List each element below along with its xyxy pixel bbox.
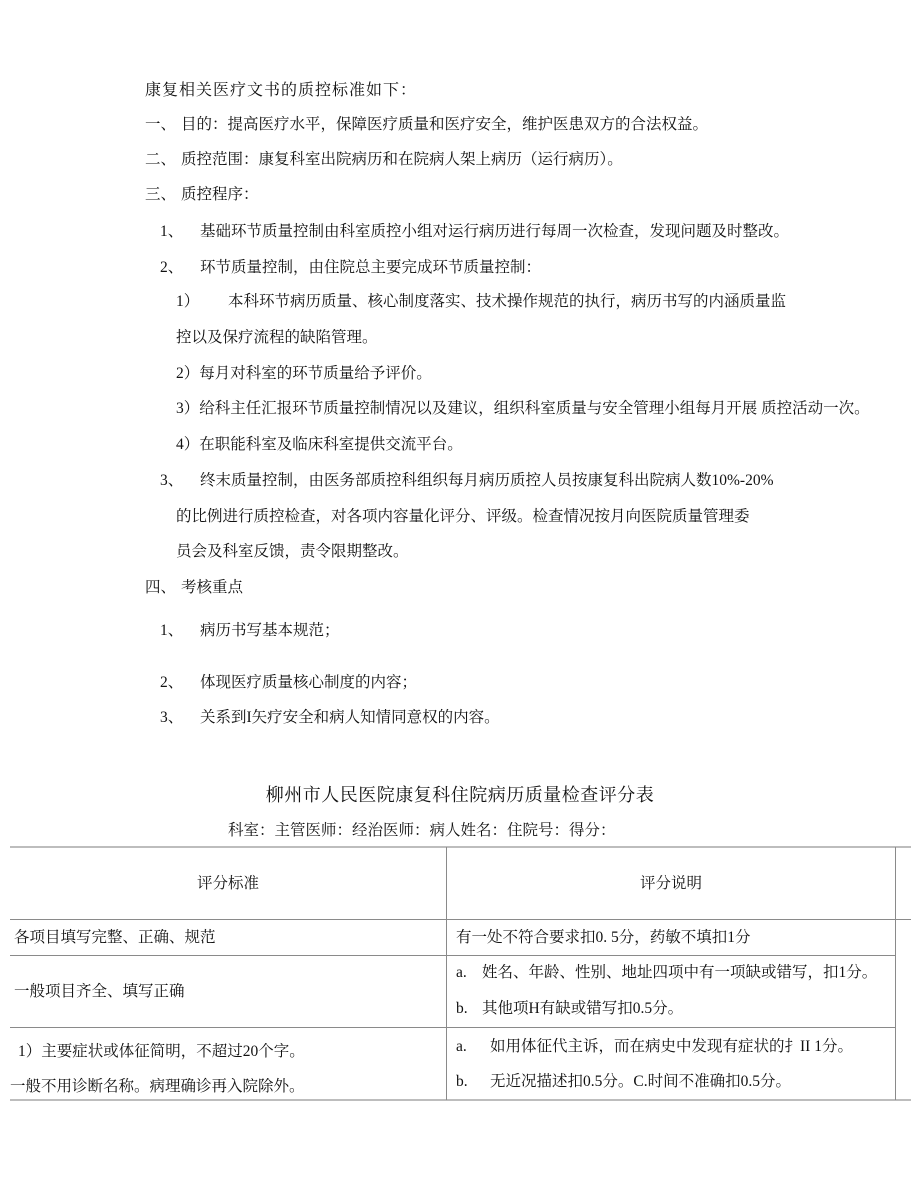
table-top-border [10,846,911,848]
section-number: 二、 [145,151,177,168]
header-notes: 评分说明 [639,875,703,892]
list-number: 3、 [160,472,184,489]
table-header-divider [10,919,911,920]
sub-item-text: 3）给科主任汇报环节质量控制情况以及建议，组织科室质量与安全管理小组每月开展 质控活动一次。 [176,400,870,417]
sub-item-text: 本科环节病历质量、核心制度落实、技术操作规范的执行，病历书写的内涵质量监 [228,293,787,310]
row-note: 有一处不符合要求扣0. 5分，药敏不填扣1分 [456,929,751,946]
procedure-item-final: 终末质量控制，由医务部质控科组织每月病历质控人员按康复科出院病人数10%-20% [200,472,774,489]
note-marker: a. [456,1038,467,1055]
sub-item-continuation: 控以及保疗流程的缺陷管理。 [176,329,378,346]
row-criteria: 一般项目齐全、填写正确 [14,983,185,1000]
list-number: 1、 [160,622,184,639]
key-point-item: 病历书写基本规范； [200,622,340,639]
table-row-divider [10,1027,895,1028]
header-criteria: 评分标准 [196,875,260,892]
section-scope: 质控范围：康复科室出院病历和在院病人架上病历（运行病历）。 [181,151,623,168]
note-marker: a. [456,964,467,981]
section-key-points: 考核重点 [181,579,244,596]
sub-list-number: 1） [176,293,200,310]
row-criteria: 1）主要症状或体征简明，不超过20个字。 [18,1043,305,1060]
list-number: 2、 [160,259,184,276]
item-continuation: 的比例进行质控检查，对各项内容量化评分、评级。检查情况按月向医院质量管理委 [176,508,750,525]
section-number: 一、 [145,116,177,133]
table-column-divider [446,847,447,1100]
section-number: 三、 [145,186,177,203]
section-number: 四、 [145,579,177,596]
table-row-divider [10,955,895,956]
row-note: 其他项H有缺或错写扣0.5分。 [482,1000,684,1017]
list-number: 2、 [160,674,184,691]
document-heading: 康复相关医疗文书的质控标准如下： [145,82,418,99]
procedure-item-link: 环节质量控制，由住院总主要完成环节质量控制： [200,259,542,276]
note-marker: b. [456,1000,468,1017]
list-number: 3、 [160,709,184,726]
row-note: 姓名、年龄、性别、地址四项中有一项缺或错写，扣1分。 [482,964,878,981]
form-fields-line: 科室：主管医师：经治医师：病人姓名：住院号：得分： [228,822,616,839]
form-title: 柳州市人民医院康复科住院病历质量检查评分表 [265,785,655,805]
list-number: 1、 [160,223,184,240]
note-marker: b. [456,1073,468,1090]
procedure-item-basic: 基础环节质量控制由科室质控小组对运行病历进行每周一次检查，发现问题及时整改。 [200,223,790,240]
row-criteria-continuation: 一般不用诊断名称。病理确诊再入院除外。 [10,1078,305,1095]
row-criteria: 各项目填写完整、正确、规范 [14,929,216,946]
table-bottom-border [10,1099,911,1101]
sub-item-text: 4）在职能科室及临床科室提供交流平台。 [176,436,463,453]
key-point-item: 关系到I矢疗安全和病人知情同意权的内容。 [200,709,500,726]
key-point-item: 体现医疗质量核心制度的内容； [200,674,418,691]
table-column-divider [895,847,896,1100]
section-procedure: 质控程序： [181,186,259,203]
row-note: 无近况描述扣0.5分。C.时间不准确扣0.5分。 [490,1073,791,1090]
section-purpose: 目的：提高医疗水平，保障医疗质量和医疗安全，维护医患双方的合法权益。 [181,116,709,133]
sub-item-text: 2）每月对科室的环节质量给予评价。 [176,365,432,382]
row-note: 如用体征代主诉，而在病史中发现有症状的扌II 1分。 [490,1038,853,1055]
item-continuation: 员会及科室反馈，责令限期整改。 [176,543,409,560]
